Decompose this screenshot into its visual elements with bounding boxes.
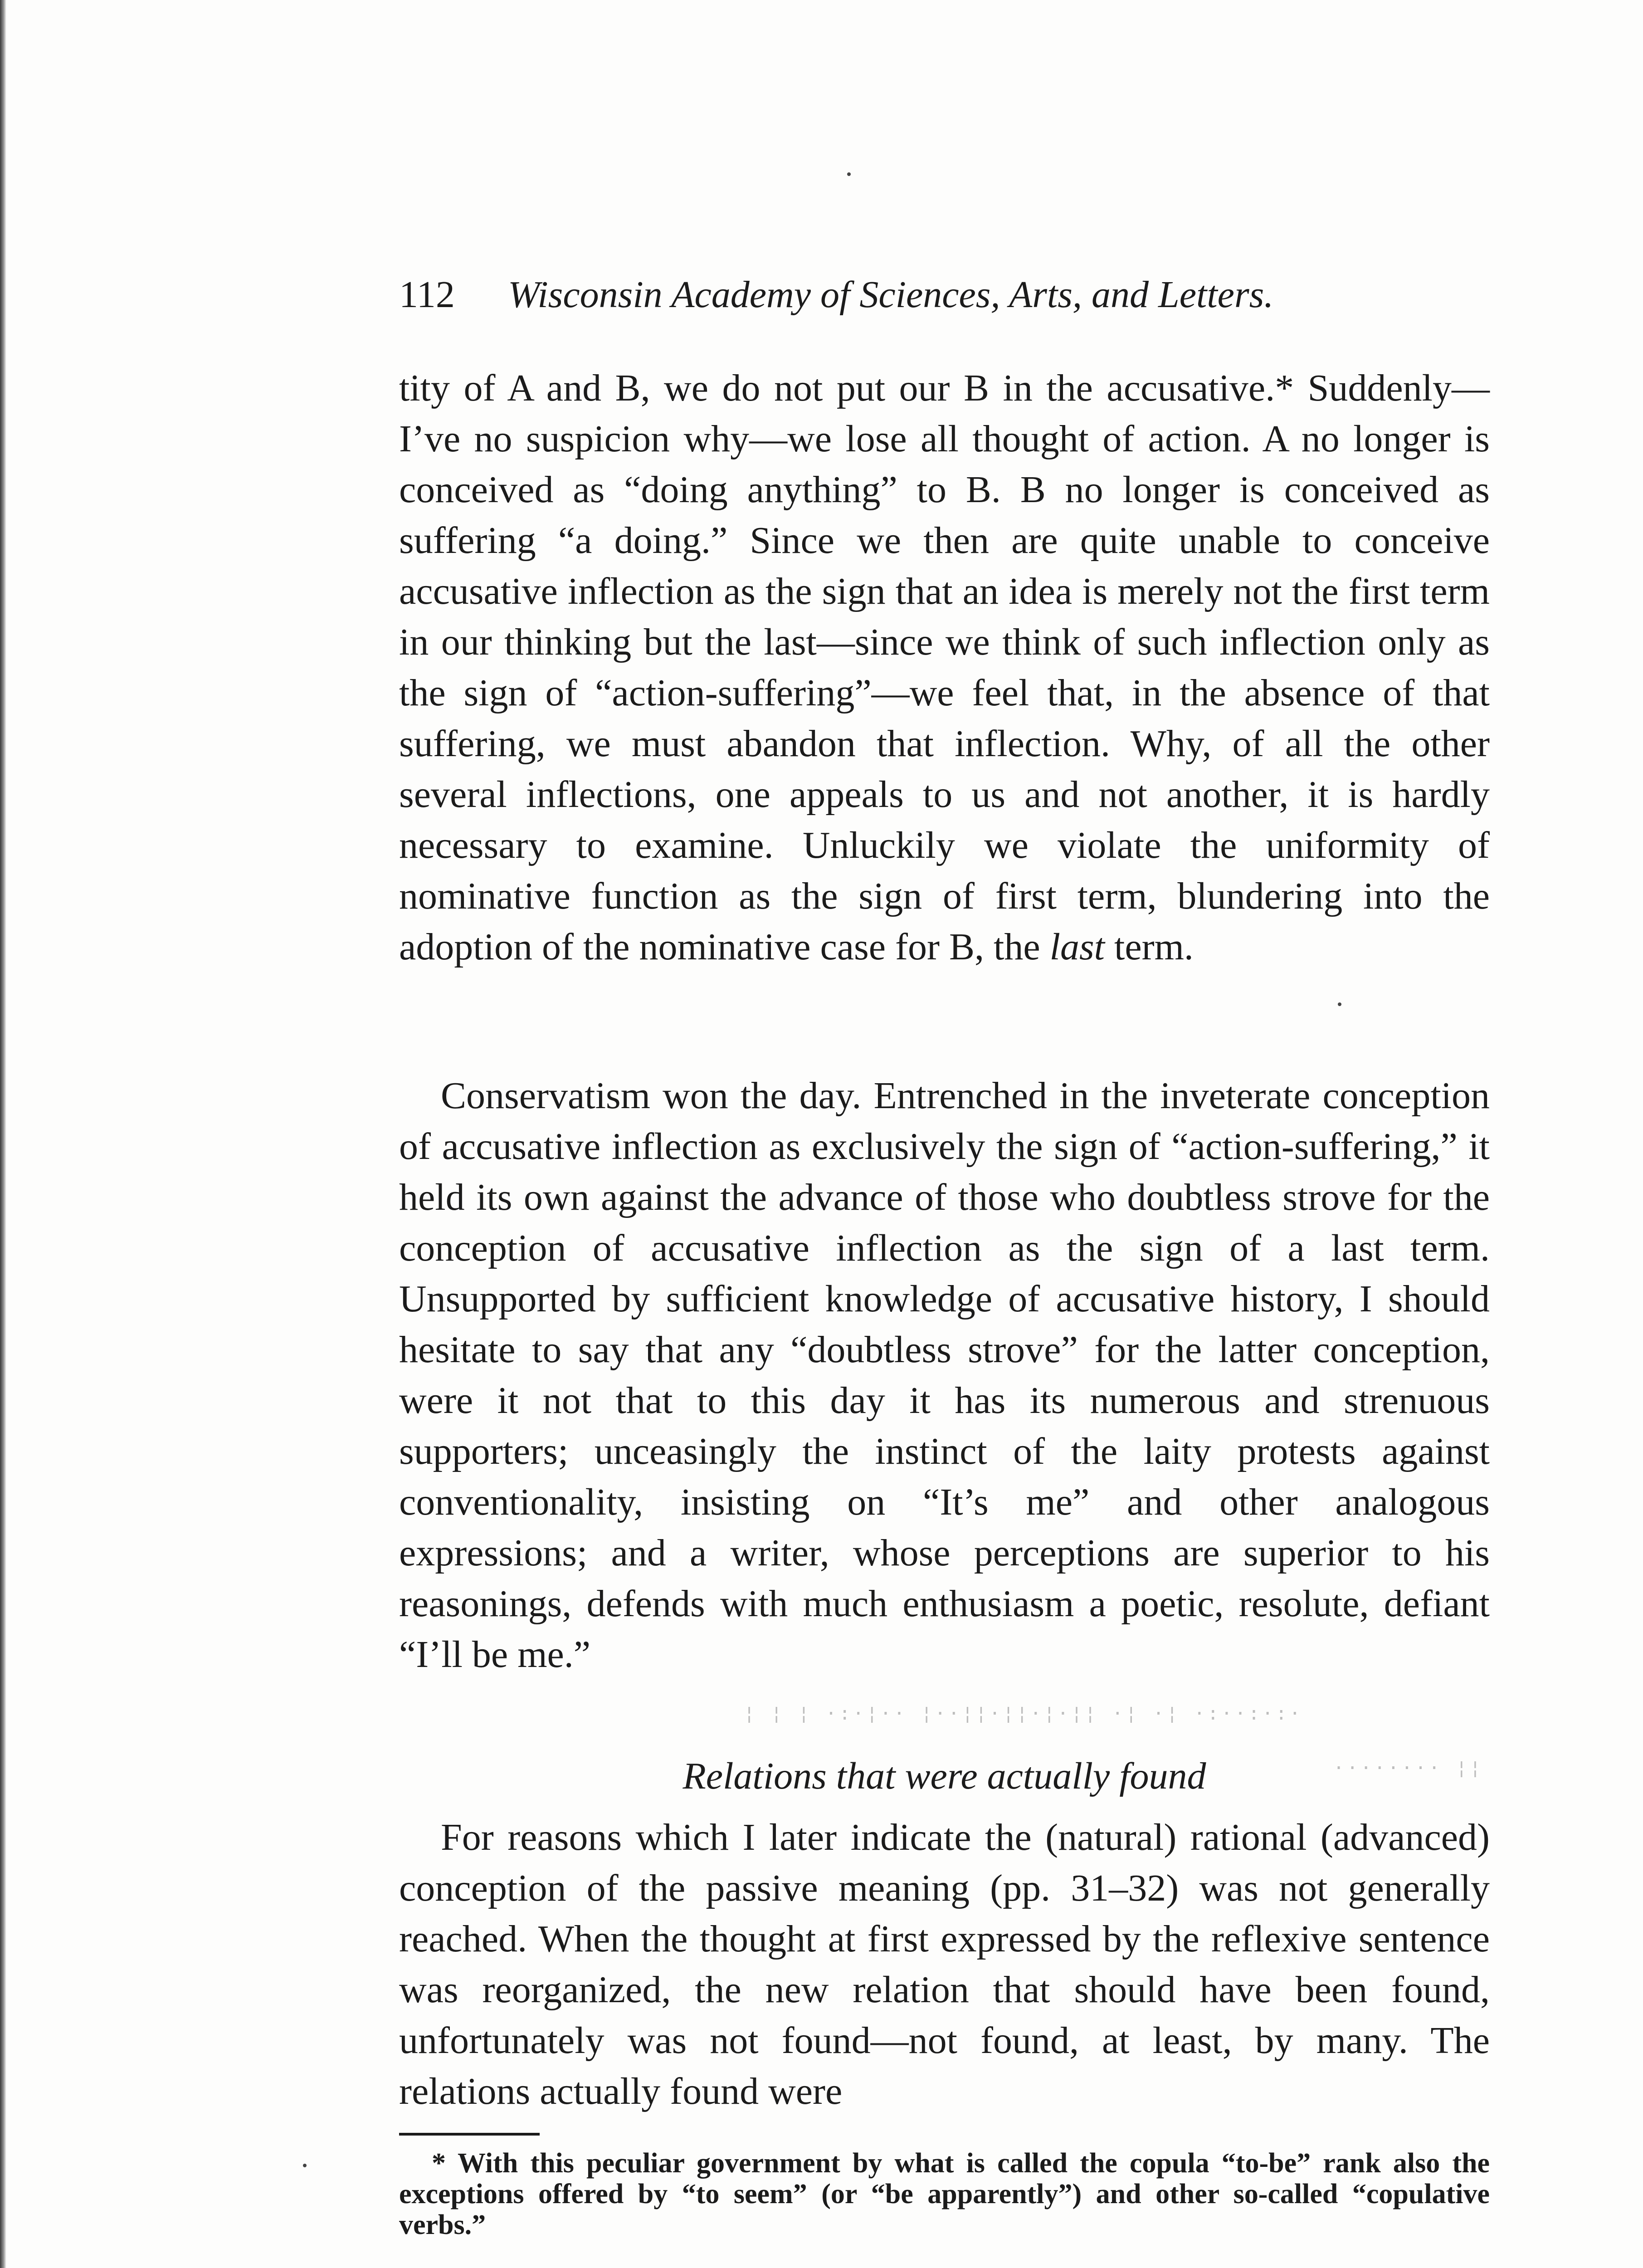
footnote-marker: *	[432, 2148, 446, 2179]
paragraph-1-end: term.	[1104, 926, 1194, 968]
paragraph-3	[399, 1812, 1490, 2117]
running-title: Wisconsin Academy of Sciences, Arts, and Letters.	[508, 274, 1274, 316]
speck	[303, 2164, 307, 2167]
footnote-text: With this peculiar government by what is called the copula “to-be” rank also the exceptions offered by “to seem” (or “be apparently”) and other so-called “copulative verbs.”	[399, 2148, 1490, 2240]
footnote-rule	[399, 2133, 540, 2136]
paragraph-3-text: For reasons which I later indicate the (natural) rational (advanced) conception of the passive meaning (pp. 31–32) was not generally reached. When the thought at first expressed by the reflexive sentence was reorganized, the new relation that should have been found, unfortunately was not found—not found, at least, by many. The relations actually found were	[399, 1816, 1490, 2112]
show-through-marks: ········ ¦¦	[1333, 1758, 1483, 1779]
page-edge-shadow-left	[0, 0, 6, 2268]
paragraph-2-text: Conservatism won the day. Entrenched in the inveterate conception of accusative inflection as exclusively the sign of “action-suffering,” it held its own against the advance of those who doubtless strove for the conception of accusative inflection as the sign of a last term. Unsupported by sufficient knowledge of accusative history, I should hesitate to say that any “doubtless strove” for the latter conception, were it not that to this day it has its numerous and strenuous supporters; unceasingly the instinct of the laity protests against conventionality, insisting on “It’s me” and other analogous expressions; and a writer, whose perceptions are superior to his reasonings, defends with much enthusiasm a poetic, resolute, defiant “I’ll be me.”	[399, 1075, 1490, 1676]
page-header	[399, 268, 1388, 322]
section-heading: Relations that were actually found	[683, 1755, 1206, 1797]
speck	[1338, 1002, 1341, 1006]
paragraph-1-text: tity of A and B, we do not put our B in the accusative.* Suddenly—I’ve no suspicion why—we lose all thought of action. A no longer is conceived as “doing anything” to B. B no longer is conceived as suffering “a doing.” Since we then are quite unable to conceive accusative inflection as the sign that an idea is merely not the first term in our thinking but the last—since we think of such inflection only as the sign of “action-suffering”—we feel that, in the absence of that suffering, we must abandon that inflection. Why, of all the other several inflections, one appeals to us and not another, it is hardly necessary to examine. Unluckily we violate the uniformity of nominative function as the sign of first term, blundering into the adoption of the nominative case for B, the	[399, 367, 1490, 968]
paragraph-2	[399, 1070, 1490, 1680]
paragraph-1	[399, 363, 1490, 973]
page-number: 112	[399, 274, 455, 316]
speck	[847, 172, 851, 176]
show-through-marks: ¦ ¦ ¦ ·:·¦·· ¦··¦¦·¦¦·¦·¦¦ ·¦ ·¦ ·:··:·:·	[744, 1703, 1303, 1724]
paragraph-1-italic: last	[1049, 926, 1105, 968]
footnote	[399, 2148, 1490, 2240]
